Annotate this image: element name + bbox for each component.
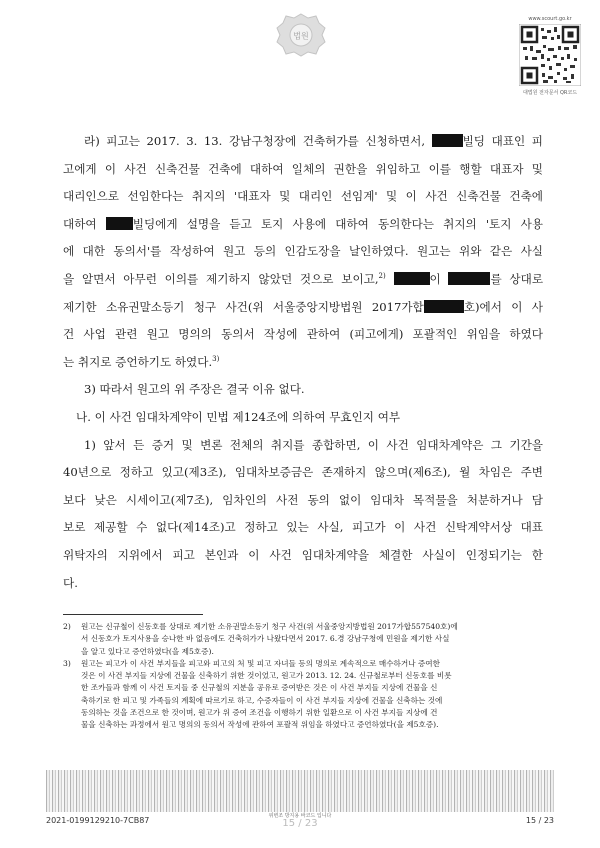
text-line: 에 대한 동의서'를 작성하여 원고 등의 인감도장을 날인하였다. 원고는 위와 같은 사실 [63,244,543,259]
text-line: 건 사업 관련 원고 명의의 동의서 작성에 관하여 (피고에게) 포괄적인 위임을 하였다 [63,327,543,342]
text-line: 고에게 이 사건 신축건물 건축에 대하여 일체의 권한을 위임하고 이를 행할 대표자 및 [63,161,543,176]
footnote-ref[interactable]: 3) [212,354,220,363]
footnote-line: 서 신동호가 토지사용을 승나한 바 없음에도 건축허가가 나왔다면서 2017. 6.경 강남구청에 민원을 제기한 사실 [81,634,450,644]
footnote-line: 동의하는 것을 조건으로 한 것이며, 원고가 위 증여 조건을 이행하기 위한 일환으로 이 사건 부지들 지상에 건 [81,708,438,718]
redaction-block [106,217,133,230]
footnote-number: 2) [63,622,71,631]
document-id: 2021-0199129210-7CB87 [46,816,150,825]
text-line: 1) 앞서 든 증거 및 변론 전체의 취지를 종합하면, 이 사건 임대차계약은 그 기간을 [84,437,543,452]
text-line: 대하여 빌딩에게 설명을 듣고 토지 사용에 대하여 동의한다는 취지의 '토지 사용 [63,216,543,231]
qr-caption: 대법원 전자문서 QR코드 [522,90,578,96]
text-line: 보로 제공할 수 없다(제14조)고 정하고 있는 사실, 피고가 이 사건 신탁계약서상 대표 [63,520,543,535]
text-line: 위탁자의 지위에서 피고 본인과 이 사건 임대차계약을 체결한 사실이 인정되기는 한 [63,547,543,562]
anti-forgery-barcode-pattern [46,770,554,812]
redaction-block [432,134,463,147]
redaction-block [448,272,490,285]
watermark-page-number: 15 / 23 [282,818,318,829]
text-line: 3) 따라서 원고의 위 주장은 결국 이유 없다. [84,382,305,397]
footnote-line: 축하기로 한 피고 및 가족들의 계획에 따르기로 하고, 수증자들이 이 사건 부지들 지상에 건물을 신축하는 것에 [81,695,443,705]
footnote-2 [63,621,547,658]
text-line: 40년으로 정하고 있고(제3조), 임대차보증금은 존재하지 않으며(제6조), 월 차임은 주변 [63,465,543,480]
text-line: 대리인으로 선임한다는 취지의 '대표자 및 대리인 선임계' 및 이 사건 신축건물 건축에 [63,189,543,204]
text-line: 보다 낮은 시세이고(제7조), 임차인의 사전 동의 없이 임대차 목적물을 처분하거나 담 [63,492,543,507]
text-line: 는 취지로 증언하기도 하였다.$^{3)}$ [63,354,220,369]
redaction-block [424,300,464,313]
document-body [63,128,543,597]
qr-code-icon [519,24,581,86]
footnote-line: 원고는 신규철이 신동호를 상대로 제기한 소유권말소등기 청구 사건(위 서울중앙지방법원 2017가합557540호)에 [81,622,458,631]
footnote-line: 것은 이 사건 부지들 지상에 건물을 신축하기 위한 것이었고, 원고가 2013. 12. 24. 신규철로부터 신동호를 비롯 [81,671,452,681]
seal-label: 법원 [293,31,309,41]
page-number: 15 / 23 [525,816,554,825]
section-heading: 나. 이 사건 임대차계약이 민법 제124조에 의하여 무효인지 여부 [76,409,401,424]
footnote-line: 원고는 피고가 이 사건 부지들을 피고와 피고의 처 및 피고 자녀들 등의 명의로 계속적으로 매수하거나 증여한 [81,658,440,668]
footnote-number: 3) [63,658,71,668]
barcode-note: 위변조 방지용 바코드 입니다 [268,813,332,819]
footnote-line: 물을 신축하는 과정에서 원고 명의의 동의서 작성에 관하여 포괄적 위임을 하였다고 증언하였다(을 제5호증). [81,720,439,730]
footnote-line: 을 알고 있다고 증언하였다(을 제5호증). [81,646,214,656]
text-line: 라) 피고는 2017. 3. 13. 강남구청장에 건축허가를 신청하면서, 빌딩 대표인 피 [84,134,543,148]
footnote-divider [63,614,203,615]
footnote-ref[interactable]: 2) [378,272,386,281]
site-url: www.scourt.go.kr [528,16,572,22]
text-line: 제기한 소유권말소등기 청구 사건(위 서울중앙지방법원 2017가합 호)에서 이 사 [63,299,543,314]
redaction-block [394,272,430,285]
footnote-line: 한 조카들과 함께 이 사건 토지들 중 신규철의 지분을 공유로 증여받은 것은 이 사건 부지들 지상에 건물을 신 [81,683,438,693]
text-line: 을 알면서 아무런 이의를 제기하지 않았던 것으로 보이고,$^{2)}$ 이 를 상대로 [63,271,543,286]
footnotes [63,621,547,732]
text-line: 다. [63,575,78,590]
footnote-3 [63,658,547,732]
court-seal-icon [275,12,327,58]
